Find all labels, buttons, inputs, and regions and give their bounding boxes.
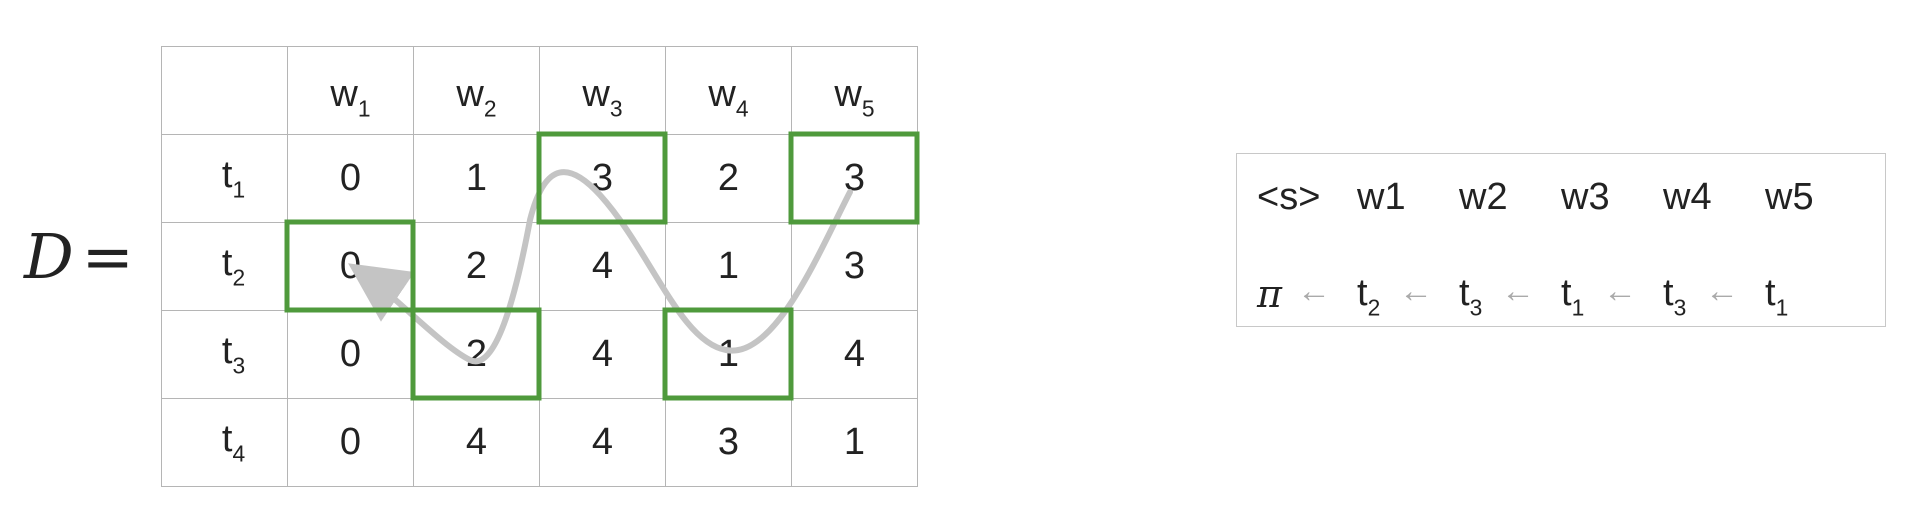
cell-t2-w5: 3 [792, 223, 918, 311]
tag-for-w3: $t_1$ [1561, 272, 1585, 321]
cell-t1-w2: 1 [414, 135, 540, 223]
cell-t3-w5: 4 [792, 311, 918, 399]
corner-cell [162, 47, 288, 135]
cell-t3-w2: 2 [414, 311, 540, 399]
cell-t2-w2: 2 [414, 223, 540, 311]
cell-t3-w1: 0 [288, 311, 414, 399]
equals-sign: = [81, 220, 134, 293]
row-header-t2: $t_2$ [162, 223, 288, 311]
word-w2: w2 [1459, 176, 1508, 218]
matrix-symbol: D [24, 220, 74, 293]
col-header-w3: $w_3$ [540, 47, 666, 135]
word-w3: w3 [1561, 176, 1610, 218]
row-header-t3: $t_3$ [162, 311, 288, 399]
col-header-w4: $w_4$ [666, 47, 792, 135]
score-matrix [161, 46, 918, 487]
cell-t1-w5: 3 [792, 135, 918, 223]
cell-t1-w1: 0 [288, 135, 414, 223]
row-t2 [162, 223, 918, 311]
col-header-w1: $w_1$ [288, 47, 414, 135]
row-header-t1: $t_1$ [162, 135, 288, 223]
left-arrow-icon: ← [1501, 272, 1535, 310]
cell-t3-w4: 1 [666, 311, 792, 399]
word-w4: w4 [1663, 176, 1712, 218]
cell-t2-w1: 0 [288, 223, 414, 311]
tag-for-w2: $t_3$ [1459, 272, 1483, 321]
cell-t1-w4: 2 [666, 135, 792, 223]
cell-t3-w3: 4 [540, 311, 666, 399]
row-t1 [162, 135, 918, 223]
row-t4 [162, 399, 918, 487]
left-arrow-icon: ← [1603, 272, 1637, 310]
left-arrow-icon: ← [1297, 272, 1331, 310]
left-arrow-icon: ← [1399, 272, 1433, 310]
tag-for-w1: $t_2$ [1357, 272, 1381, 321]
cell-t4-w3: 4 [540, 399, 666, 487]
left-arrow-icon: ← [1705, 272, 1739, 310]
col-header-w2: $w_2$ [414, 47, 540, 135]
cell-t4-w1: 0 [288, 399, 414, 487]
word-w1: w1 [1357, 176, 1406, 218]
word-w5: w5 [1765, 176, 1814, 218]
pi-symbol: π [1257, 272, 1282, 316]
tag-sequence-row [1257, 272, 1885, 322]
cell-t2-w4: 1 [666, 223, 792, 311]
row-header-t4: $t_4$ [162, 399, 288, 487]
word-start-token: <s> [1257, 176, 1321, 218]
matrix-label [24, 220, 134, 293]
row-t3 [162, 311, 918, 399]
cell-t1-w3: 3 [540, 135, 666, 223]
tag-for-w5: $t_1$ [1765, 272, 1789, 321]
tag-for-w4: $t_3$ [1663, 272, 1687, 321]
cell-t4-w4: 3 [666, 399, 792, 487]
sequence-box [1236, 153, 1886, 327]
cell-t2-w3: 4 [540, 223, 666, 311]
col-header-w5: $w_5$ [792, 47, 918, 135]
word-sequence-row [1257, 176, 1885, 226]
cell-t4-w5: 1 [792, 399, 918, 487]
cell-t4-w2: 4 [414, 399, 540, 487]
header-row [162, 47, 918, 135]
